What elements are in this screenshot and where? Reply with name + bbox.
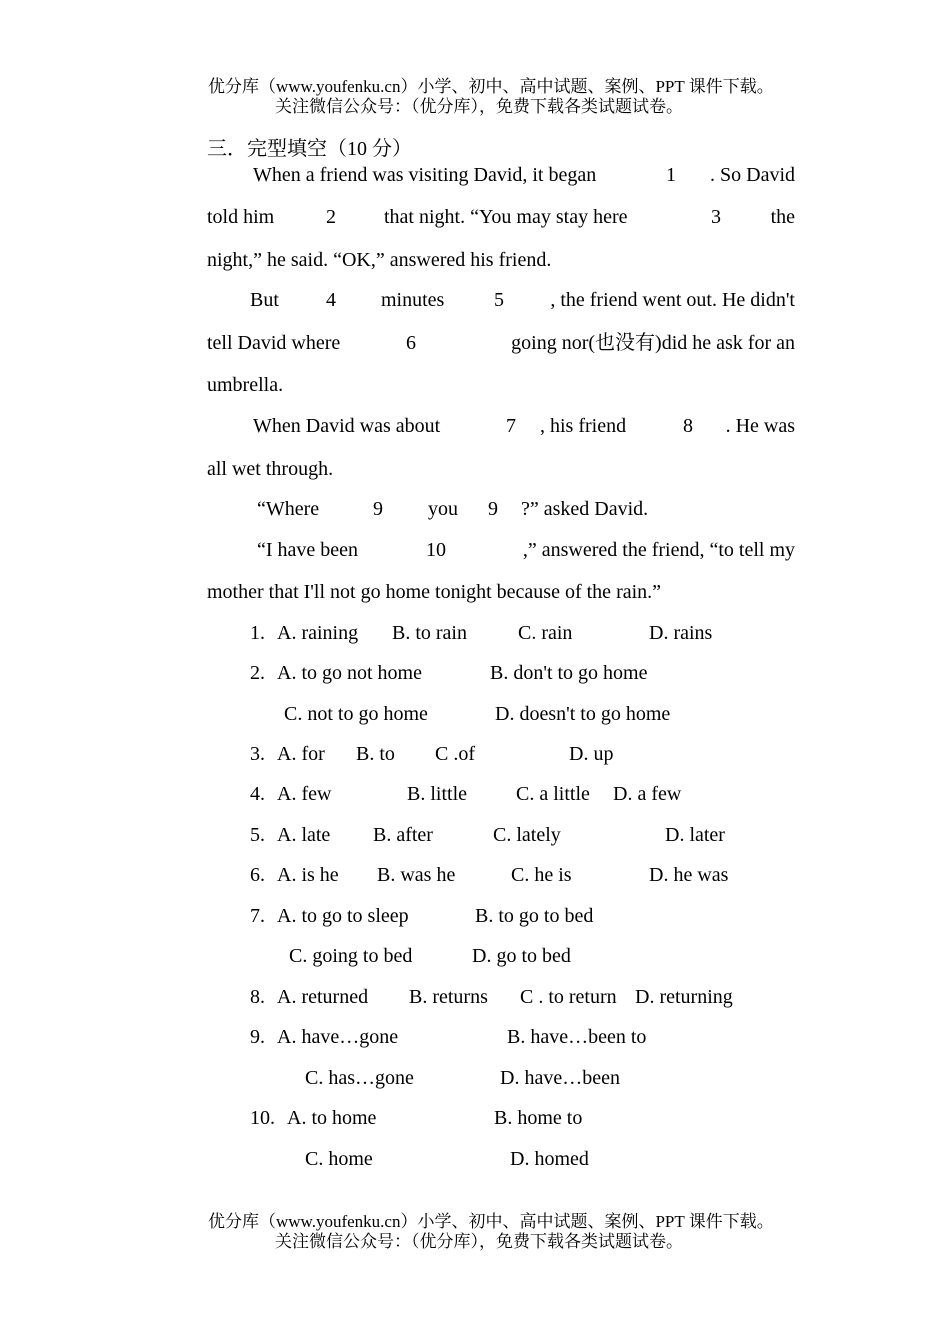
question-6 [207, 861, 795, 889]
blank-number: 1 [666, 164, 676, 186]
passage-text: When a friend was visiting David, it began [253, 164, 597, 186]
option-a: A. is he [277, 864, 339, 886]
passage-line [207, 246, 795, 274]
option-b: B. home to [494, 1107, 583, 1129]
question-9 [207, 1023, 795, 1051]
passage-text: “Where [257, 498, 320, 520]
question-number: 2. [250, 662, 265, 684]
option-b: B. returns [409, 986, 488, 1008]
option-c: C. rain [518, 622, 573, 644]
passage-text: , his friend [540, 415, 627, 437]
blank-number: 7 [506, 415, 516, 437]
option-d: D. he was [649, 864, 729, 886]
option-d: D. rains [649, 622, 713, 644]
option-d: D. up [569, 743, 614, 765]
option-d: D. go to bed [472, 945, 571, 967]
question-10 [207, 1104, 795, 1132]
footer-line-1: 优分库（www.youfenku.cn）小学、初中、高中试题、案例、PPT 课件下载。 [208, 1212, 774, 1231]
option-b: B. have…been to [507, 1026, 647, 1048]
option-a: A. few [277, 783, 332, 805]
question-number: 4. [250, 783, 265, 805]
question-number: 3. [250, 743, 265, 765]
passage-text: night,” he said. “OK,” answered his friend. [207, 249, 552, 271]
passage-text: . He was [725, 415, 795, 437]
blank-number: 4 [326, 289, 336, 311]
option-b: B. to go to bed [475, 905, 594, 927]
option-a: A. for [277, 743, 325, 765]
passage-line [207, 161, 795, 189]
passage-line [207, 412, 795, 440]
option-b: B. was he [377, 864, 456, 886]
question-number: 9. [250, 1026, 265, 1048]
passage-text: mother that I'll not go home tonight because of the rain.” [207, 581, 662, 603]
blank-number: 5 [494, 289, 504, 311]
passage-text: When David was about [253, 415, 441, 437]
passage-line [207, 286, 795, 314]
option-b: B. don't to go home [490, 662, 648, 684]
blank-number: 8 [683, 415, 693, 437]
passage-line [207, 536, 795, 564]
blank-number: 9 [488, 498, 498, 520]
blank-number: 3 [711, 206, 721, 228]
question-7 [207, 902, 795, 930]
option-a: A. raining [277, 622, 359, 644]
option-c: C. has…gone [305, 1067, 414, 1089]
blank-number: 10 [426, 539, 446, 561]
option-c: C . to return [520, 986, 617, 1008]
question-number: 7. [250, 905, 265, 927]
blank-number: 9 [373, 498, 383, 520]
passage-text: ?” asked David. [521, 498, 649, 520]
question-1 [207, 619, 795, 647]
header-line-1: 优分库（www.youfenku.cn）小学、初中、高中试题、案例、PPT 课件下载。 [208, 77, 774, 96]
question-7-cont [207, 942, 795, 970]
passage-text: told him [207, 206, 275, 228]
passage-line [207, 495, 795, 523]
question-2 [207, 659, 795, 687]
passage-line [207, 371, 795, 399]
option-d: D. homed [510, 1148, 589, 1170]
passage-text: going nor(也没有)did he ask for an [511, 332, 795, 354]
passage-text: umbrella. [207, 374, 284, 396]
option-a: A. late [277, 824, 331, 846]
option-c: C .of [435, 743, 475, 765]
passage-text: , the friend went out. He didn't [550, 289, 795, 311]
option-a: A. to go to sleep [277, 905, 409, 927]
passage-text: tell David where [207, 332, 341, 354]
section-title: 三．完型填空（10 分） [207, 138, 412, 160]
question-number: 5. [250, 824, 265, 846]
header-line-2: 关注微信公众号：（优分库），免费下载各类试题试卷。 [275, 97, 683, 116]
question-number: 6. [250, 864, 265, 886]
option-d: D. a few [613, 783, 682, 805]
passage-line [207, 578, 795, 606]
option-b: B. to [356, 743, 395, 765]
question-8 [207, 983, 795, 1011]
passage-text: “I have been [257, 539, 359, 561]
option-c: C. he is [511, 864, 572, 886]
option-b: B. after [373, 824, 433, 846]
passage-text: all wet through. [207, 458, 334, 480]
question-10-cont [207, 1145, 795, 1173]
option-c: C. not to go home [284, 703, 428, 725]
option-c: C. going to bed [289, 945, 413, 967]
blank-number: 6 [406, 332, 416, 354]
option-d: D. returning [635, 986, 733, 1008]
option-b: B. little [407, 783, 467, 805]
question-4 [207, 780, 795, 808]
option-c: C. home [305, 1148, 373, 1170]
question-number: 8. [250, 986, 265, 1008]
question-number: 1. [250, 622, 265, 644]
option-d: D. doesn't to go home [495, 703, 671, 725]
option-a: A. returned [277, 986, 369, 1008]
passage-line [207, 329, 795, 357]
passage-text: minutes [381, 289, 445, 311]
question-3 [207, 740, 795, 768]
footer-line-2: 关注微信公众号：（优分库），免费下载各类试题试卷。 [275, 1232, 683, 1251]
option-d: D. have…been [500, 1067, 620, 1089]
passage-text: that night. “You may stay here [384, 206, 628, 228]
option-d: D. later [665, 824, 725, 846]
option-b: B. to rain [392, 622, 467, 644]
question-5 [207, 821, 795, 849]
passage-line [207, 203, 795, 231]
option-a: A. have…gone [277, 1026, 399, 1048]
option-a: A. to home [287, 1107, 377, 1129]
option-c: C. a little [516, 783, 590, 805]
passage-text: . So David [710, 164, 795, 186]
question-number: 10. [250, 1107, 275, 1129]
passage-text: ,” answered the friend, “to tell my [522, 539, 795, 561]
option-a: A. to go not home [277, 662, 422, 684]
passage-text: But [250, 289, 279, 311]
option-c: C. lately [493, 824, 561, 846]
question-9-cont [207, 1064, 795, 1092]
blank-number: 2 [326, 206, 336, 228]
question-2-cont [207, 700, 795, 728]
passage-text: you [428, 498, 458, 520]
passage-text: the [770, 206, 795, 228]
passage-line [207, 455, 795, 483]
